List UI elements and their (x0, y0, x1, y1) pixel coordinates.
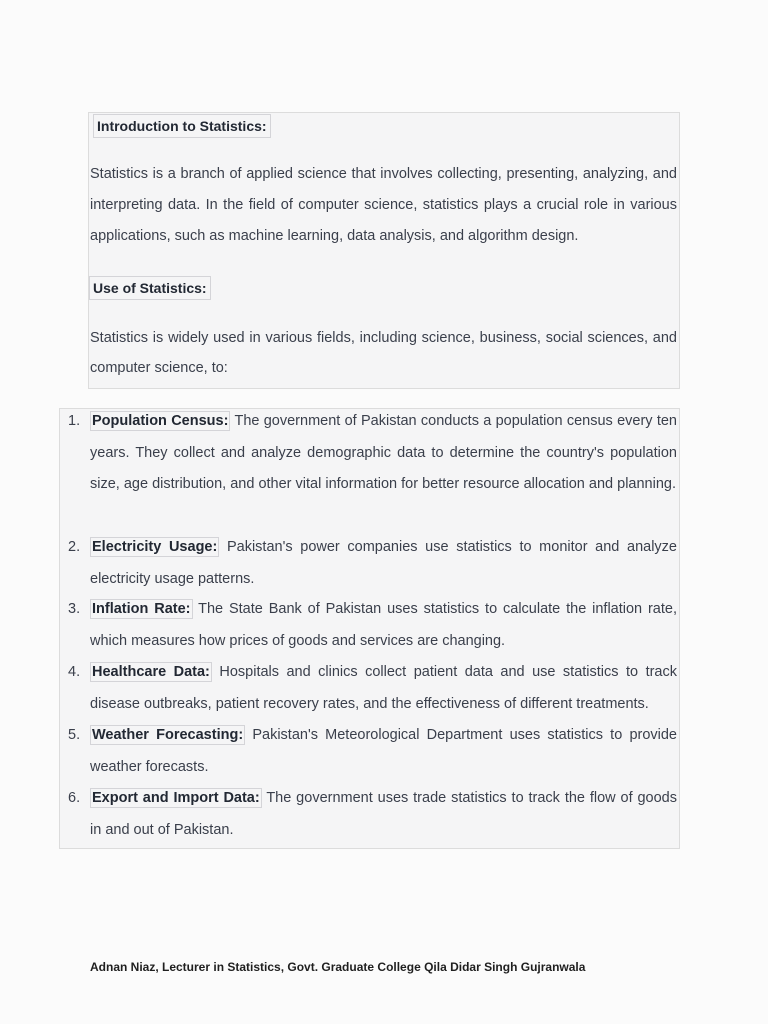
list-item-term: Healthcare Data: (92, 664, 210, 680)
list-item-term: Inflation Rate: (92, 601, 191, 617)
list-item-text: The State Bank of Pakistan uses statistics to calculate the inflation rate, which measures how prices of goods and services are changing. (90, 601, 677, 649)
list-item-body (90, 594, 677, 657)
use-heading: Use of Statistics: (89, 276, 211, 300)
list-item-number: 4. (68, 664, 81, 680)
intro-heading: Introduction to Statistics: (93, 114, 271, 138)
list-item-body (90, 783, 677, 846)
list-item-body (90, 657, 677, 720)
footer-author: Adnan Niaz, Lecturer in Statistics, Govt. Graduate College Qila Didar Singh Gujranwala (90, 960, 586, 974)
list-item-number: 5. (68, 727, 81, 743)
use-paragraph: Statistics is widely used in various fields, including science, business, social sciences, and computer science, to: (90, 330, 677, 376)
list-item-number: 6. (68, 790, 81, 806)
uses-list (59, 408, 680, 849)
list-item-body (90, 532, 677, 595)
list-item-body (90, 406, 677, 501)
list-item-term: Electricity Usage: (92, 539, 218, 555)
list-item-term: Weather Forecasting: (92, 727, 244, 743)
list-item-term: Export and Import Data: (92, 790, 260, 806)
list-item-number: 2. (68, 539, 81, 555)
list-item-term: Population Census: (92, 413, 229, 429)
list-item-text: Hospitals and clinics collect patient data and use statistics to track disease outbreaks, patient recovery rates, and the effectiveness of different treatments. (90, 664, 678, 712)
list-item-number: 1. (68, 413, 81, 429)
list-item-text: Pakistan's power companies use statistics to monitor and analyze electricity usage patterns. (90, 539, 677, 587)
list-item-number: 3. (68, 601, 81, 617)
intro-section (88, 112, 680, 389)
list-item-text: The government uses trade statistics to track the flow of goods in and out of Pakistan. (90, 790, 677, 838)
list-item-text: Pakistan's Meteorological Department uses statistics to provide weather forecasts. (90, 727, 677, 775)
list-item-text: The government of Pakistan conducts a population census every ten years. They collect and analyze demographic data to determine the country's population size, age distribution, and other vital information for better resource allocation and planning. (90, 413, 677, 492)
list-item-body (90, 720, 677, 783)
intro-paragraph: Statistics is a branch of applied science that involves collecting, presenting, analyzing, and interpreting data. In the field of computer science, statistics plays a crucial role in various applications, such as machine learning, data analysis, and algorithm design. (90, 166, 677, 244)
